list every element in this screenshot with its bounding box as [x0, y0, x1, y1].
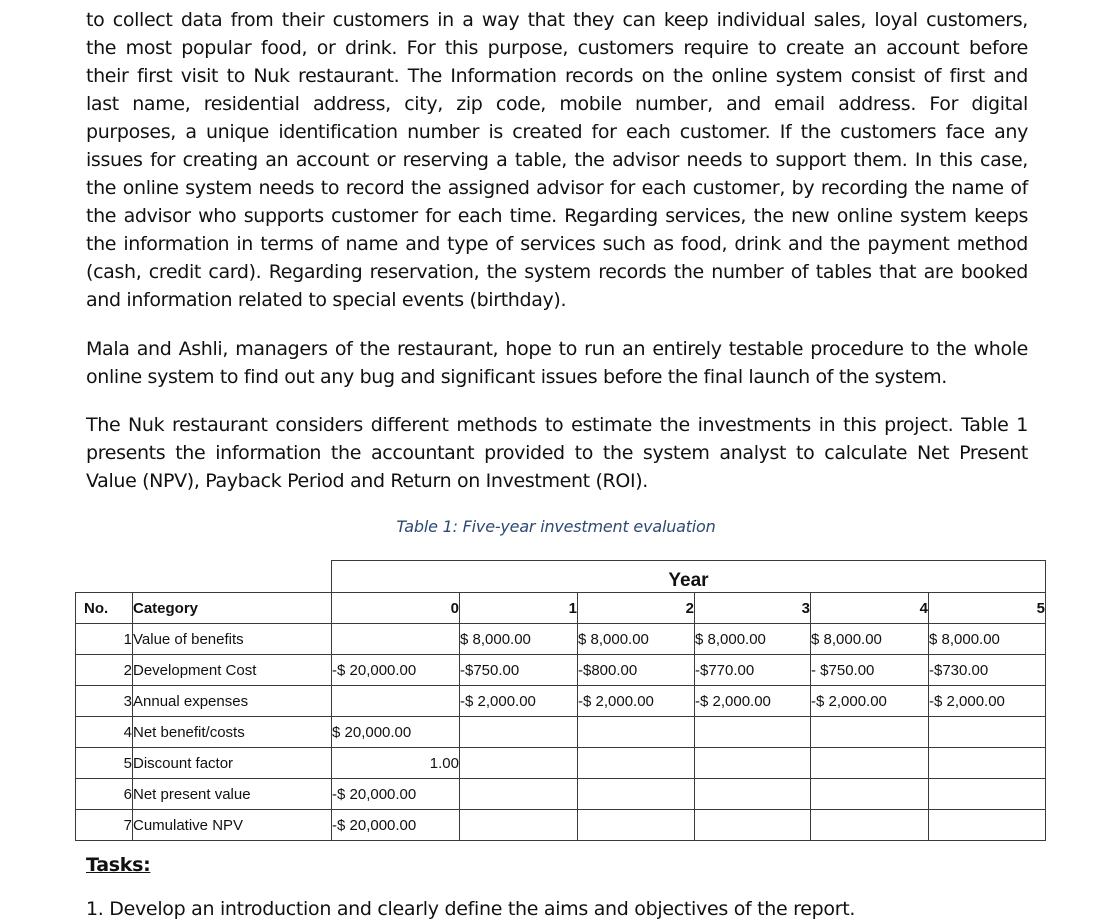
table-row	[76, 655, 1046, 686]
value-cell-year-4	[811, 748, 929, 779]
text-line: the most popular food, or drink. For this purpose, customers require to create an account before	[86, 37, 1028, 59]
text-line: presents the information the accountant provided to the system analyst to calculate Net Present	[86, 442, 1028, 464]
value-cell-year-5	[929, 810, 1046, 841]
value-cell-year-4	[811, 779, 929, 810]
row-number: 6	[76, 779, 133, 810]
header-year-3: 3	[695, 593, 811, 624]
value-cell-year-2: -$800.00	[578, 655, 695, 686]
table-row	[76, 748, 1046, 779]
row-category: Annual expenses	[133, 686, 332, 717]
investment-table	[75, 560, 1046, 841]
text-line: (cash, credit card). Regarding reservation, the system records the number of tables that are booked	[86, 261, 1028, 283]
task-item-cut-off: 1. Develop an introduction and clearly define the aims and objectives of the report.	[86, 898, 856, 920]
header-year-4: 4	[811, 593, 929, 624]
header-year-2: 2	[578, 593, 695, 624]
table-caption: Table 1: Five-year investment evaluation	[396, 517, 716, 536]
header-no: No.	[76, 593, 133, 624]
text-line: Value (NPV), Payback Period and Return on Investment (ROI).	[86, 470, 648, 492]
row-number: 5	[76, 748, 133, 779]
value-cell-year-5: $ 8,000.00	[929, 624, 1046, 655]
table-row	[76, 810, 1046, 841]
text-line: issues for creating an account or reserving a table, the advisor needs to support them. In this case,	[86, 149, 1028, 171]
paragraph-investment	[86, 411, 1028, 495]
value-cell-year-4: -$ 2,000.00	[811, 686, 929, 717]
column-header-row	[76, 593, 1046, 624]
value-cell-year-3	[695, 810, 811, 841]
value-cell-year-2	[578, 748, 695, 779]
value-cell-year-3	[695, 717, 811, 748]
text-line: their first visit to Nuk restaurant. The Information records on the online system consist of first and	[86, 65, 1028, 87]
value-cell-year-0	[332, 624, 460, 655]
table-row	[76, 686, 1046, 717]
value-cell-year-2	[578, 779, 695, 810]
text-line: the online system needs to record the assigned advisor for each customer, by recording the name of	[86, 177, 1028, 199]
value-cell-year-0: $ 20,000.00	[332, 717, 460, 748]
value-cell-year-4: $ 8,000.00	[811, 624, 929, 655]
row-number: 4	[76, 717, 133, 748]
value-cell-year-0: -$ 20,000.00	[332, 655, 460, 686]
text-line: Mala and Ashli, managers of the restaurant, hope to run an entirely testable procedure to the whole	[86, 338, 1028, 360]
value-cell-year-3	[695, 748, 811, 779]
text-line: the advisor who supports customer for each time. Regarding services, the new online system keeps	[86, 205, 1028, 227]
value-cell-year-1: $ 8,000.00	[460, 624, 578, 655]
value-cell-year-0: -$ 20,000.00	[332, 810, 460, 841]
value-cell-year-2: -$ 2,000.00	[578, 686, 695, 717]
value-cell-year-3	[695, 779, 811, 810]
text-line: purposes, a unique identification number is created for each customer. If the customers face any	[86, 121, 1028, 143]
value-cell-year-1	[460, 810, 578, 841]
value-cell-year-5: -$730.00	[929, 655, 1046, 686]
value-cell-year-4	[811, 717, 929, 748]
value-cell-year-5	[929, 748, 1046, 779]
value-cell-year-3: -$770.00	[695, 655, 811, 686]
value-cell-year-3: $ 8,000.00	[695, 624, 811, 655]
value-cell-year-4	[811, 810, 929, 841]
value-cell-year-1	[460, 779, 578, 810]
value-cell-year-1: -$ 2,000.00	[460, 686, 578, 717]
row-category: Development Cost	[133, 655, 332, 686]
value-cell-year-5: -$ 2,000.00	[929, 686, 1046, 717]
header-year-5: 5	[929, 593, 1046, 624]
year-header-row	[76, 561, 1046, 593]
text-line: The Nuk restaurant considers different methods to estimate the investments in this project. Table 1	[86, 414, 1028, 436]
header-category: Category	[133, 593, 332, 624]
row-category: Value of benefits	[133, 624, 332, 655]
paragraph-intro	[86, 6, 1028, 314]
value-cell-year-0	[332, 686, 460, 717]
table-row	[76, 624, 1046, 655]
value-cell-year-1	[460, 748, 578, 779]
text-line: to collect data from their customers in a way that they can keep individual sales, loyal customers,	[86, 9, 1028, 31]
header-year-0: 0	[332, 593, 460, 624]
year-label: Year	[332, 561, 1046, 593]
value-cell-year-2: $ 8,000.00	[578, 624, 695, 655]
value-cell-year-3: -$ 2,000.00	[695, 686, 811, 717]
row-category: Net present value	[133, 779, 332, 810]
text-line: the information in terms of name and type of services such as food, drink and the payment method	[86, 233, 1028, 255]
row-category: Cumulative NPV	[133, 810, 332, 841]
value-cell-year-1: -$750.00	[460, 655, 578, 686]
row-number: 3	[76, 686, 133, 717]
row-number: 2	[76, 655, 133, 686]
value-cell-year-0: 1.00	[332, 748, 460, 779]
value-cell-year-0: -$ 20,000.00	[332, 779, 460, 810]
value-cell-year-5	[929, 779, 1046, 810]
value-cell-year-4: - $750.00	[811, 655, 929, 686]
tasks-heading: Tasks:	[86, 854, 151, 876]
table-row	[76, 717, 1046, 748]
text-line: and information related to special events (birthday).	[86, 289, 567, 311]
value-cell-year-2	[578, 810, 695, 841]
text-line: online system to find out any bug and significant issues before the final launch of the system.	[86, 366, 947, 388]
paragraph-managers	[86, 335, 1028, 391]
row-category: Discount factor	[133, 748, 332, 779]
header-year-1: 1	[460, 593, 578, 624]
row-category: Net benefit/costs	[133, 717, 332, 748]
row-number: 1	[76, 624, 133, 655]
table-row	[76, 779, 1046, 810]
row-number: 7	[76, 810, 133, 841]
value-cell-year-5	[929, 717, 1046, 748]
text-line: last name, residential address, city, zip code, mobile number, and email address. For digital	[86, 93, 1028, 115]
value-cell-year-2	[578, 717, 695, 748]
value-cell-year-1	[460, 717, 578, 748]
